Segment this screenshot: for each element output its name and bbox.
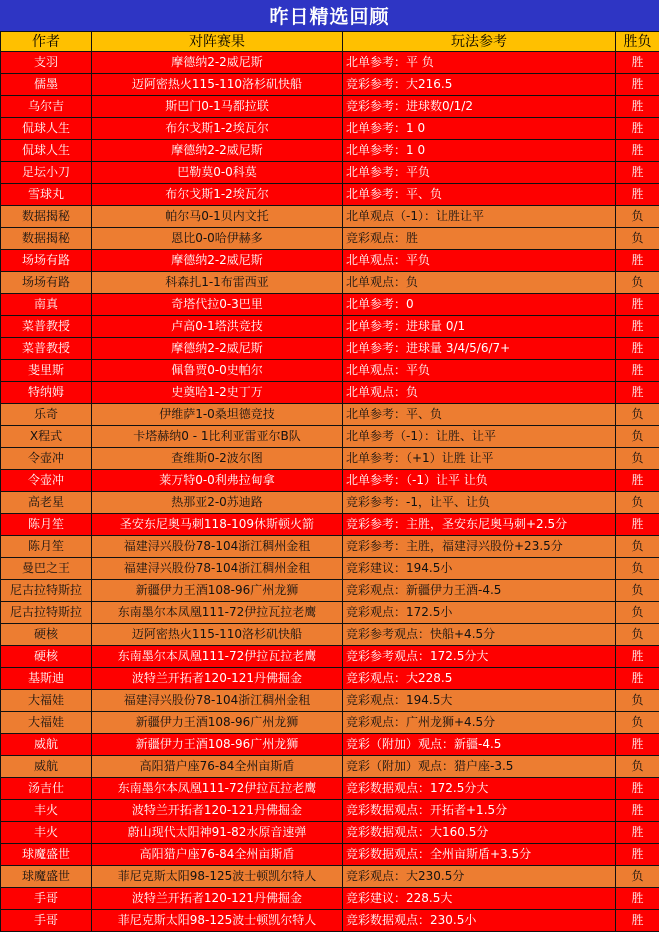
author-cell: 球魔盛世	[1, 866, 92, 888]
play-cell: 北单参考：平、负	[343, 184, 616, 206]
match-cell: 福建浔兴股份78-104浙江稠州金租	[92, 558, 343, 580]
play-cell: 竞彩数据观点：全州亩斯盾+3.5分	[343, 844, 616, 866]
table-row	[1, 96, 659, 118]
header-result: 胜负	[616, 32, 659, 52]
author-cell: 汤吉仕	[1, 778, 92, 800]
author-cell: 硬核	[1, 646, 92, 668]
author-cell: 大福娃	[1, 712, 92, 734]
result-cell: 胜	[616, 514, 659, 536]
play-cell: 竞彩观点：广州龙狮+4.5分	[343, 712, 616, 734]
result-cell: 负	[616, 558, 659, 580]
play-cell: 北单观点：负	[343, 382, 616, 404]
match-cell: 波特兰开拓者120-121丹佛掘金	[92, 888, 343, 910]
table-row	[1, 756, 659, 778]
result-cell: 负	[616, 492, 659, 514]
match-cell: 史奠哈1-2史丁万	[92, 382, 343, 404]
result-cell: 胜	[616, 294, 659, 316]
match-cell: 福建浔兴股份78-104浙江稠州金租	[92, 536, 343, 558]
author-cell: 乐奇	[1, 404, 92, 426]
play-cell: 竞彩观点：大228.5	[343, 668, 616, 690]
play-cell: 北单参考：进球量 0/1	[343, 316, 616, 338]
match-cell: 卢高0-1塔洪竞技	[92, 316, 343, 338]
result-cell: 胜	[616, 162, 659, 184]
play-cell: 北单参考：平负	[343, 162, 616, 184]
author-cell: 曼巴之王	[1, 558, 92, 580]
table-row	[1, 228, 659, 250]
result-cell: 胜	[616, 96, 659, 118]
match-cell: 巴勒莫0-0科莫	[92, 162, 343, 184]
author-cell: 陈月笙	[1, 514, 92, 536]
result-cell: 胜	[616, 52, 659, 74]
match-cell: 迈阿密热火115-110洛杉矶快船	[92, 624, 343, 646]
match-cell: 奇塔代拉0-3巴里	[92, 294, 343, 316]
table-header-row	[1, 32, 659, 52]
table-row	[1, 272, 659, 294]
table-row	[1, 668, 659, 690]
match-cell: 福建浔兴股份78-104浙江稠州金租	[92, 690, 343, 712]
table-row	[1, 492, 659, 514]
play-cell: 北单参考：（-1）让平 让负	[343, 470, 616, 492]
table-row	[1, 404, 659, 426]
match-cell: 卡塔赫纳0 - 1比利亚雷亚尔B队	[92, 426, 343, 448]
header-author: 作者	[1, 32, 92, 52]
match-cell: 高阳猎户座76-84全州亩斯盾	[92, 844, 343, 866]
play-cell: 北单参考：进球量 3/4/5/6/7+	[343, 338, 616, 360]
match-cell: 佩鲁贾0-0史帕尔	[92, 360, 343, 382]
table-row	[1, 778, 659, 800]
author-cell: 手哥	[1, 888, 92, 910]
table-row	[1, 690, 659, 712]
table-row	[1, 580, 659, 602]
result-cell: 胜	[616, 316, 659, 338]
match-cell: 莱万特0-0利弗拉甸拿	[92, 470, 343, 492]
author-cell: 高老星	[1, 492, 92, 514]
table-row	[1, 118, 659, 140]
match-cell: 蔚山现代太阳神91-82水原音速弹	[92, 822, 343, 844]
match-cell: 高阳猎户座76-84全州亩斯盾	[92, 756, 343, 778]
play-cell: 北单参考（-1）：让胜、让平	[343, 426, 616, 448]
result-cell: 负	[616, 602, 659, 624]
play-cell: 竞彩参考观点：快船+4.5分	[343, 624, 616, 646]
match-cell: 查维斯0-2波尔图	[92, 448, 343, 470]
header-match: 对阵赛果	[92, 32, 343, 52]
result-cell: 胜	[616, 668, 659, 690]
match-cell: 新疆伊力王酒108-96广州龙狮	[92, 734, 343, 756]
author-cell: 足坛小刀	[1, 162, 92, 184]
author-cell: 支羽	[1, 52, 92, 74]
author-cell: 菜普教授	[1, 338, 92, 360]
result-cell: 胜	[616, 382, 659, 404]
match-cell: 摩德纳2-2威尼斯	[92, 140, 343, 162]
result-cell: 胜	[616, 470, 659, 492]
results-table	[0, 31, 659, 932]
result-cell: 负	[616, 404, 659, 426]
result-cell: 胜	[616, 822, 659, 844]
table-row	[1, 250, 659, 272]
play-cell: 北单观点：平负	[343, 250, 616, 272]
match-cell: 恩比0-0哈伊赫多	[92, 228, 343, 250]
table-row	[1, 558, 659, 580]
match-cell: 迈阿密热火115-110洛杉矶快船	[92, 74, 343, 96]
author-cell: 威航	[1, 734, 92, 756]
result-cell: 负	[616, 712, 659, 734]
author-cell: 南真	[1, 294, 92, 316]
match-cell: 菲尼克斯太阳98-125波士顿凯尔特人	[92, 866, 343, 888]
result-cell: 负	[616, 580, 659, 602]
author-cell: 手哥	[1, 910, 92, 932]
match-cell: 波特兰开拓者120-121丹佛掘金	[92, 800, 343, 822]
table-row	[1, 74, 659, 96]
match-cell: 布尔戈斯1-2埃瓦尔	[92, 184, 343, 206]
result-cell: 负	[616, 228, 659, 250]
table-row	[1, 822, 659, 844]
table-row	[1, 844, 659, 866]
table-row	[1, 426, 659, 448]
match-cell: 摩德纳2-2威尼斯	[92, 338, 343, 360]
author-cell: 球魔盛世	[1, 844, 92, 866]
result-cell: 胜	[616, 844, 659, 866]
result-cell: 胜	[616, 250, 659, 272]
play-cell: 竞彩建议：228.5大	[343, 888, 616, 910]
match-cell: 东南墨尔本凤凰111-72伊拉瓦拉老鹰	[92, 602, 343, 624]
result-cell: 胜	[616, 734, 659, 756]
author-cell: 场场有路	[1, 250, 92, 272]
author-cell: 硬核	[1, 624, 92, 646]
play-cell: 北单参考：平、负	[343, 404, 616, 426]
match-cell: 圣安东尼奥马刺118-109休斯顿火箭	[92, 514, 343, 536]
play-cell: 北单参考：平 负	[343, 52, 616, 74]
match-cell: 摩德纳2-2威尼斯	[92, 52, 343, 74]
match-cell: 新疆伊力王酒108-96广州龙狮	[92, 712, 343, 734]
play-cell: 竞彩观点：大230.5分	[343, 866, 616, 888]
result-cell: 胜	[616, 888, 659, 910]
result-cell: 负	[616, 866, 659, 888]
table-row	[1, 162, 659, 184]
table-row	[1, 382, 659, 404]
author-cell: 令壶冲	[1, 470, 92, 492]
table-row	[1, 734, 659, 756]
play-cell: 竞彩参考：主胜，福建浔兴股份+23.5分	[343, 536, 616, 558]
table-body	[1, 52, 659, 932]
result-cell: 负	[616, 272, 659, 294]
result-cell: 胜	[616, 778, 659, 800]
result-cell: 负	[616, 756, 659, 778]
result-cell: 胜	[616, 338, 659, 360]
play-cell: 竞彩（附加）观点：猎户座-3.5	[343, 756, 616, 778]
table-row	[1, 316, 659, 338]
match-cell: 摩德纳2-2威尼斯	[92, 250, 343, 272]
play-cell: 竞彩（附加）观点：新疆-4.5	[343, 734, 616, 756]
author-cell: 令壶冲	[1, 448, 92, 470]
table-row	[1, 646, 659, 668]
author-cell: 大福娃	[1, 690, 92, 712]
result-cell: 胜	[616, 74, 659, 96]
author-cell: 侃球人生	[1, 118, 92, 140]
table-row	[1, 866, 659, 888]
author-cell: 侃球人生	[1, 140, 92, 162]
table-row	[1, 52, 659, 74]
play-cell: 竞彩数据观点：172.5分大	[343, 778, 616, 800]
play-cell: 竞彩观点：胜	[343, 228, 616, 250]
play-cell: 北单参考：1 0	[343, 140, 616, 162]
table-row	[1, 712, 659, 734]
match-cell: 新疆伊力王酒108-96广州龙狮	[92, 580, 343, 602]
match-cell: 科森扎1-1布雷西亚	[92, 272, 343, 294]
match-cell: 菲尼克斯太阳98-125波士顿凯尔特人	[92, 910, 343, 932]
play-cell: 北单观点（-1）：让胜让平	[343, 206, 616, 228]
author-cell: 数据揭秘	[1, 228, 92, 250]
author-cell: 威航	[1, 756, 92, 778]
result-cell: 负	[616, 690, 659, 712]
author-cell: 菜普教授	[1, 316, 92, 338]
table-row	[1, 514, 659, 536]
play-cell: 竞彩参考：进球数0/1/2	[343, 96, 616, 118]
play-cell: 北单参考：（+1）让胜 让平	[343, 448, 616, 470]
play-cell: 竞彩观点：194.5大	[343, 690, 616, 712]
match-cell: 波特兰开拓者120-121丹佛掘金	[92, 668, 343, 690]
play-cell: 北单观点：负	[343, 272, 616, 294]
page-title: 昨日精选回顾	[0, 0, 659, 31]
result-cell: 负	[616, 448, 659, 470]
author-cell: 丰火	[1, 800, 92, 822]
match-cell: 帕尔马0-1贝内文托	[92, 206, 343, 228]
author-cell: 丰火	[1, 822, 92, 844]
table-row	[1, 800, 659, 822]
author-cell: 数据揭秘	[1, 206, 92, 228]
result-cell: 胜	[616, 184, 659, 206]
result-cell: 负	[616, 536, 659, 558]
table-row	[1, 360, 659, 382]
table-row	[1, 338, 659, 360]
play-cell: 竞彩观点：172.5小	[343, 602, 616, 624]
table-row	[1, 206, 659, 228]
result-cell: 负	[616, 206, 659, 228]
table-row	[1, 536, 659, 558]
author-cell: 场场有路	[1, 272, 92, 294]
author-cell: 斐里斯	[1, 360, 92, 382]
table-row	[1, 294, 659, 316]
match-cell: 东南墨尔本凤凰111-72伊拉瓦拉老鹰	[92, 778, 343, 800]
table-row	[1, 888, 659, 910]
play-cell: 竞彩建议：194.5小	[343, 558, 616, 580]
play-cell: 北单观点：平负	[343, 360, 616, 382]
author-cell: 尼古拉特斯拉	[1, 580, 92, 602]
play-cell: 北单参考：0	[343, 294, 616, 316]
play-cell: 竞彩参考：主胜，圣安东尼奥马刺+2.5分	[343, 514, 616, 536]
match-cell: 东南墨尔本凤凰111-72伊拉瓦拉老鹰	[92, 646, 343, 668]
table-row	[1, 602, 659, 624]
table-row	[1, 470, 659, 492]
table-row	[1, 448, 659, 470]
result-cell: 胜	[616, 646, 659, 668]
result-cell: 负	[616, 624, 659, 646]
author-cell: 陈月笙	[1, 536, 92, 558]
author-cell: 特纳姆	[1, 382, 92, 404]
author-cell: X程式	[1, 426, 92, 448]
result-cell: 负	[616, 426, 659, 448]
author-cell: 儒墨	[1, 74, 92, 96]
result-cell: 胜	[616, 118, 659, 140]
table-row	[1, 140, 659, 162]
match-cell: 伊维萨1-0桑坦德竞技	[92, 404, 343, 426]
result-cell: 胜	[616, 800, 659, 822]
play-cell: 竞彩观点：新疆伊力王酒-4.5	[343, 580, 616, 602]
match-cell: 斯巴门0-1马都拉联	[92, 96, 343, 118]
play-cell: 竞彩数据观点：开拓者+1.5分	[343, 800, 616, 822]
match-cell: 热那亚2-0苏迪路	[92, 492, 343, 514]
author-cell: 基斯迪	[1, 668, 92, 690]
table-row	[1, 910, 659, 932]
table-row	[1, 624, 659, 646]
play-cell: 竞彩参考：大216.5	[343, 74, 616, 96]
play-cell: 竞彩参考：-1，让平、让负	[343, 492, 616, 514]
result-cell: 胜	[616, 140, 659, 162]
play-cell: 竞彩数据观点：大160.5分	[343, 822, 616, 844]
author-cell: 乌尔吉	[1, 96, 92, 118]
header-play: 玩法参考	[343, 32, 616, 52]
author-cell: 尼古拉特斯拉	[1, 602, 92, 624]
result-cell: 胜	[616, 360, 659, 382]
author-cell: 雪球丸	[1, 184, 92, 206]
match-cell: 布尔戈斯1-2埃瓦尔	[92, 118, 343, 140]
play-cell: 北单参考：1 0	[343, 118, 616, 140]
play-cell: 竞彩数据观点：230.5小	[343, 910, 616, 932]
play-cell: 竞彩参考观点：172.5分大	[343, 646, 616, 668]
result-cell: 胜	[616, 910, 659, 932]
table-row	[1, 184, 659, 206]
